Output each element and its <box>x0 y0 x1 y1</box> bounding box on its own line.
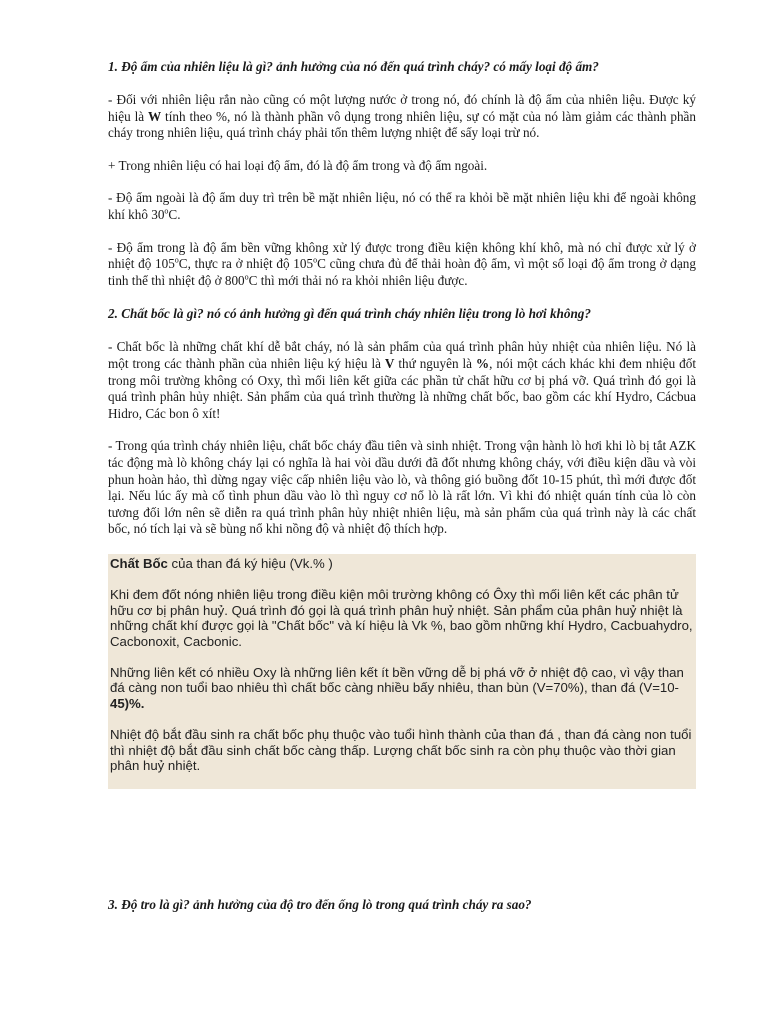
q1-paragraph-4: - Độ ẩm trong là độ ẩm bền vững không xử lý được trong điều kiện không khí khô, mà nó chỉ được xử lý ở nhiệt độ 105$^o$C, thực ra ở nhiệt độ 105$^o$C cũng chưa đủ để thải hoàn độ ẩm, vì một số loại độ ẩm trong ở dạng tinh thể thì nhiệt độ ở 800$^o$C thì mới thải nó ra khỏi nhiên liệu được. <box>108 239 696 288</box>
question-2-heading: 2. Chất bốc là gì? nó có ảnh hưởng gì đến quá trình cháy nhiên liệu trong lò hơi không? <box>108 306 591 322</box>
box-paragraph-1: Khi đem đốt nóng nhiên liệu trong điều kiện môi trường không có Ôxy thì mối liên kết các phân tử hữu cơ bị phân huỷ. Quá trình đó gọi là quá trình phân huỷ nhiệt. Sản phẩm của phân huỷ nhiệt là những chất khí được gọi là "Chất bốc" và kí hiệu là Vk %, bao gồm những khí Hydro, Cacbuahydro, Cacbonoxit, Cacbonic. <box>110 587 693 649</box>
q1-paragraph-1: - Đối với nhiên liệu rắn nào cũng có một lượng nước ở trong nó, đó chính là độ ẩm của nhiên liệu. Được ký hiệu là W tính theo %, nó là thành phần vô dụng trong nhiên liệu, sự có mặt của nó làm giảm các thành phần cháy trong nhiên liệu, quá trình cháy phải tốn thêm lượng nhiệt để sấy loại trừ nó. <box>108 92 696 141</box>
question-3-heading: 3. Độ tro là gì? ảnh hưởng của độ tro đến ống lò trong quá trình cháy ra sao? <box>108 897 532 912</box>
volatile-matter-info-box <box>108 554 696 789</box>
box-paragraph-2: Những liên kết có nhiều Oxy là những liên kết ít bền vững dễ bị phá vỡ ở nhiệt độ cao, vì vậy than đá càng non tuổi bao nhiêu thì chất bốc càng nhiều bấy nhiêu, than bùn (V=70%), than đá (V=10-45)%. <box>110 664 684 711</box>
q1-paragraph-3: - Độ ẩm ngoài là độ ẩm duy trì trên bề mặt nhiên liệu, nó có thể ra khỏi bề mặt nhiên liệu khi để ngoài không khí khô 30$^o$C. <box>108 190 696 222</box>
document-body <box>108 58 696 789</box>
box-paragraph-3: Nhiệt độ bắt đầu sinh ra chất bốc phụ thuộc vào tuổi hình thành của than đá , than đá càng non tuổi thì nhiệt độ bắt đầu sinh chất bốc càng thấp. Lượng chất bốc sinh ra còn phụ thuộc vào thời gian phân huỷ nhiệt. <box>110 727 692 773</box>
q2-paragraph-2: - Trong qúa trình cháy nhiên liệu, chất bốc cháy đầu tiên và sinh nhiệt. Trong vận hành lò hơi khi lò bị tắt AZK tác động mà lò không cháy lại có nghĩa là hai vòi dầu dưới đã đốt nhưng không cháy, với điều kiện dầu và vòi phun hoàn hảo, thì dừng ngay việc cấp nhiên liệu vào lò, và thông gió buồng đốt 10-15 phút, thì mới được đốt lại. Nếu lúc ấy mà cố tình phun dầu vào lò thì nguy cơ nổ lò là rất lớn. Vì khi đó nhiệt quán tính của lò còn tương đối lớn nên sẽ diễn ra quá trình phân hủy nhiệt nhiên liệu, mà sản phẩm của quá trình này là các chất bốc, nó tích lại và sẽ bùng nổ khi nồng độ và nhiệt độ thích hợp. <box>108 438 696 537</box>
q2-paragraph-1: - Chất bốc là những chất khí dễ bắt cháy, nó là sản phẩm của quá trình phân hủy nhiệt của nhiên liệu. Nó là một trong các thành phần của nhiên liệu ký hiệu là V thứ nguyên là %, nói một cách khác khi đem nhiệu đốt trong môi trường không có Oxy, thì mối liên kết giữa các phần tử chất hữu cơ bị phá vỡ. Quá trình đó gọi là quá trình phân hủy nhiệt. Sản phẩm của quá trình thường là những chất bốc, bao gồm các khí Hydro, Cácbua Hidro, Các bon ô xít! <box>108 339 696 421</box>
q1-paragraph-2: + Trong nhiên liệu có hai loại độ ẩm, đó là độ ẩm trong và độ ẩm ngoài. <box>108 157 488 173</box>
question-1-heading: 1. Độ ẩm của nhiên liệu là gì? ảnh hưởng của nó đến quá trình cháy? có mấy loại độ ẩm? <box>108 59 599 74</box>
box-title: Chất Bốc của than đá ký hiệu (Vk.% ) <box>110 555 333 571</box>
